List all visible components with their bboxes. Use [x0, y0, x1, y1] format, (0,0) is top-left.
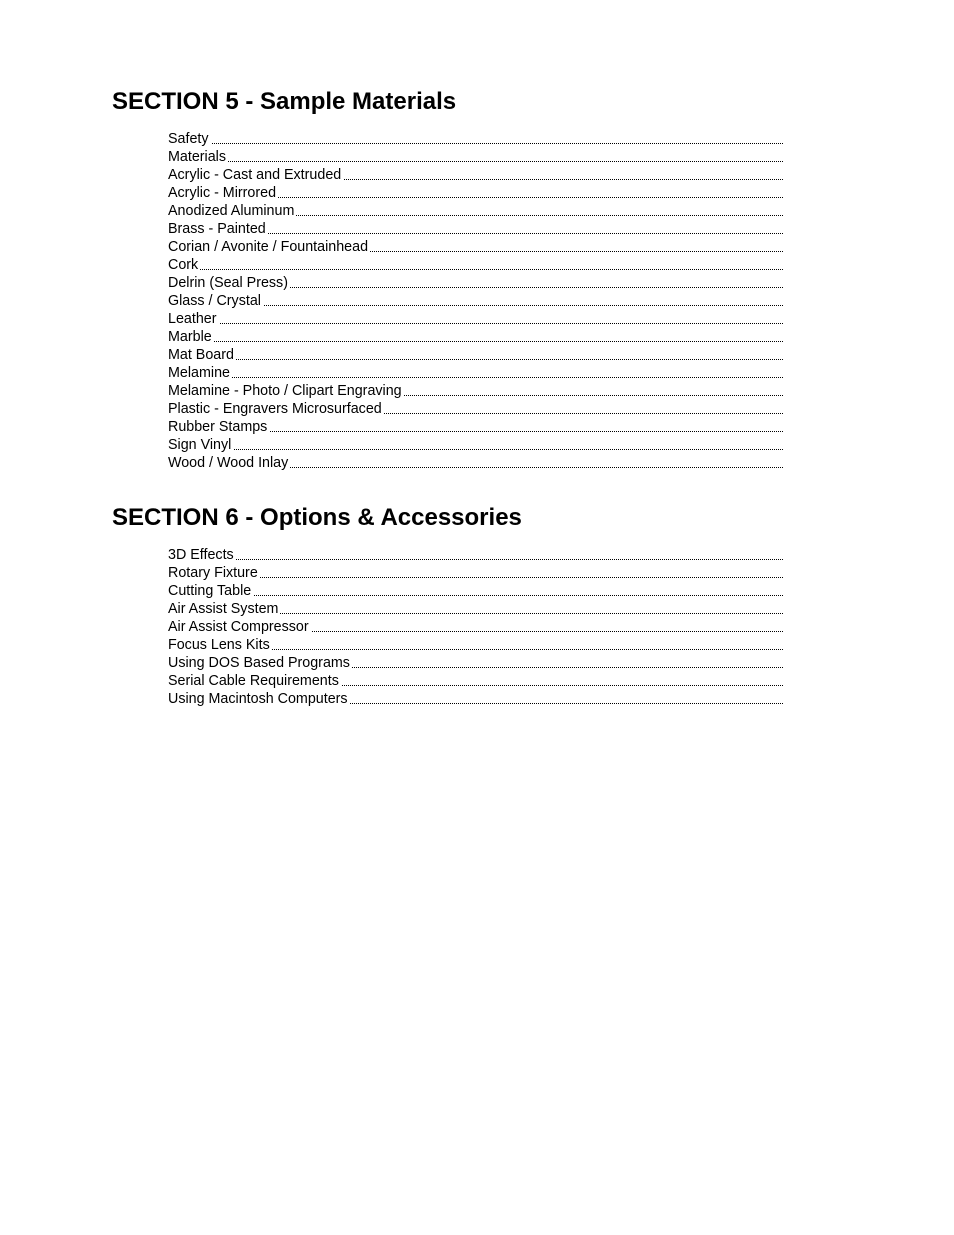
toc-entry[interactable]: [168, 292, 783, 310]
toc-entry-label: 3D Effects: [168, 547, 234, 563]
toc-entry-label: Rubber Stamps: [168, 419, 268, 435]
dot-leader: [168, 143, 783, 144]
toc-entry[interactable]: [168, 564, 783, 582]
toc-entry[interactable]: [168, 654, 783, 672]
toc-entry-label: Plastic - Engravers Microsurfaced: [168, 401, 382, 417]
toc-entry[interactable]: [168, 582, 783, 600]
toc-entry-label: Sign Vinyl: [168, 437, 232, 453]
toc-entry-label: Safety: [168, 131, 209, 147]
toc-entry-label: Leather: [168, 311, 217, 327]
toc-entry[interactable]: [168, 184, 783, 202]
toc-entry[interactable]: [168, 418, 783, 436]
toc-entry-label: Anodized Aluminum: [168, 203, 295, 219]
section-5-toc-list: [168, 130, 783, 472]
toc-entry[interactable]: [168, 256, 783, 274]
toc-entry[interactable]: [168, 202, 783, 220]
toc-entry-label: Corian / Avonite / Fountainhead: [168, 239, 369, 255]
toc-entry[interactable]: [168, 364, 783, 382]
toc-entry[interactable]: [168, 546, 783, 564]
toc-entry-label: Air Assist System: [168, 601, 279, 617]
toc-entry-label: Wood / Wood Inlay: [168, 455, 289, 471]
dot-leader: [168, 341, 783, 342]
toc-entry-label: Focus Lens Kits: [168, 637, 270, 653]
dot-leader: [168, 559, 783, 560]
dot-leader: [168, 449, 783, 450]
section-5-heading: SECTION 5 - Sample Materials: [112, 88, 457, 115]
toc-entry[interactable]: [168, 672, 783, 690]
toc-entry-label: Delrin (Seal Press): [168, 275, 288, 291]
toc-entry[interactable]: [168, 148, 783, 166]
toc-entry-label: Rotary Fixture: [168, 565, 258, 581]
toc-entry-label: Using Macintosh Computers: [168, 691, 348, 707]
toc-entry[interactable]: [168, 618, 783, 636]
section-6-toc-list: [168, 546, 783, 708]
toc-entry-label: Marble: [168, 329, 212, 345]
toc-entry-label: Cork: [168, 257, 199, 273]
toc-entry-label: Serial Cable Requirements: [168, 673, 339, 689]
toc-entry[interactable]: [168, 220, 783, 238]
toc-entry[interactable]: [168, 600, 783, 618]
toc-entry[interactable]: [168, 310, 783, 328]
dot-leader: [168, 377, 783, 378]
toc-entry[interactable]: [168, 636, 783, 654]
toc-entry-label: Acrylic - Cast and Extruded: [168, 167, 342, 183]
toc-entry-label: Acrylic - Mirrored: [168, 185, 277, 201]
toc-entry[interactable]: [168, 690, 783, 708]
toc-entry[interactable]: [168, 238, 783, 256]
toc-entry[interactable]: [168, 130, 783, 148]
dot-leader: [168, 359, 783, 360]
toc-entry[interactable]: [168, 382, 783, 400]
dot-leader: [168, 161, 783, 162]
toc-entry-label: Using DOS Based Programs: [168, 655, 350, 671]
toc-entry[interactable]: [168, 166, 783, 184]
toc-entry-label: Materials: [168, 149, 226, 165]
toc-entry-label: Cutting Table: [168, 583, 252, 599]
section-6-heading: SECTION 6 - Options & Accessories: [112, 504, 522, 531]
dot-leader: [168, 595, 783, 596]
toc-entry[interactable]: [168, 454, 783, 472]
toc-entry-label: Glass / Crystal: [168, 293, 261, 309]
toc-entry[interactable]: [168, 400, 783, 418]
toc-entry-label: Melamine: [168, 365, 230, 381]
toc-entry[interactable]: [168, 346, 783, 364]
dot-leader: [168, 323, 783, 324]
toc-entry[interactable]: [168, 274, 783, 292]
toc-entry-label: Melamine - Photo / Clipart Engraving: [168, 383, 402, 399]
toc-entry[interactable]: [168, 328, 783, 346]
toc-entry[interactable]: [168, 436, 783, 454]
toc-entry-label: Air Assist Compressor: [168, 619, 309, 635]
toc-entry-label: Mat Board: [168, 347, 234, 363]
toc-entry-label: Brass - Painted: [168, 221, 266, 237]
dot-leader: [168, 577, 783, 578]
dot-leader: [168, 269, 783, 270]
